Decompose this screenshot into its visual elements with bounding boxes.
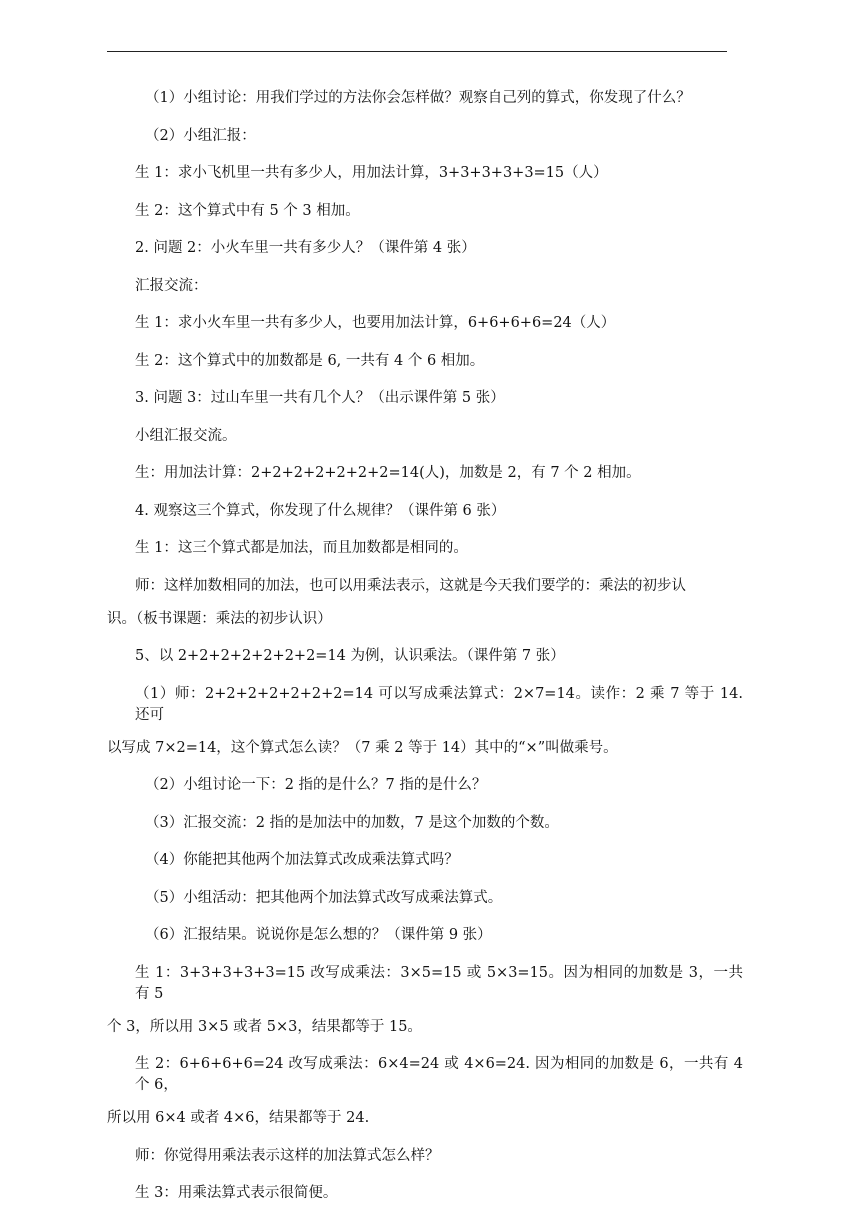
paragraph-line: 生 1：3+3+3+3+3=15 改写成乘法：3×5=15 或 5×3=15。因为相同的加数是 3，一共有 5 bbox=[135, 964, 743, 1002]
text-line: （2）小组讨论一下：2 指的是什么？7 指的是什么？ bbox=[145, 777, 487, 793]
text-line: 生 2：这个算式中的加数都是 6, 一共有 4 个 6 相加。 bbox=[135, 352, 485, 369]
text-line: 生：用加法计算：2+2+2+2+2+2+2=14(人)，加数是 2，有 7 个 2 相加。 bbox=[135, 465, 641, 481]
paragraph-line: 师：这样加数相同的加法，也可以用乘法表示，这就是今天我们要学的：乘法的初步认 bbox=[135, 577, 686, 594]
text-line: 2. 问题 2：小火车里一共有多少人？（课件第 4 张） bbox=[135, 240, 476, 256]
text-line: 小组汇报交流。 bbox=[135, 427, 237, 444]
text-line: 生 1：这三个算式都是加法，而且加数都是相同的。 bbox=[135, 540, 468, 556]
text-line: 5、以 2+2+2+2+2+2+2=14 为例，认识乘法。（课件第 7 张） bbox=[135, 648, 565, 664]
paragraph-student-2 bbox=[107, 1054, 743, 1129]
text-line: （3）汇报交流：2 指的是加法中的加数，7 是这个加数的个数。 bbox=[145, 814, 559, 831]
text-line: 生 3：用乘法算式表示很简便。 bbox=[135, 1185, 338, 1201]
text-line: 汇报交流： bbox=[135, 277, 208, 294]
paragraph-multiplication bbox=[107, 684, 743, 759]
text-line: （6）汇报结果。说说你是怎么想的？（课件第 9 张） bbox=[145, 927, 492, 943]
document-body bbox=[107, 88, 743, 1221]
text-line: 生 1：求小火车里一共有多少人，也要用加法计算，6+6+6+6=24（人） bbox=[135, 315, 616, 331]
text-line: （5）小组活动：把其他两个加法算式改写成乘法算式。 bbox=[145, 889, 503, 906]
paragraph-student-1 bbox=[107, 963, 743, 1038]
paragraph-line: 以写成 7×2=14，这个算式怎么读？（7 乘 2 等于 14）其中的“×”叫做乘号。 bbox=[107, 739, 618, 756]
paragraph-line: 生 2：6+6+6+6=24 改写成乘法：6×4=24 或 4×6=24. 因为相同的加数是 6，一共有 4 个 6， bbox=[135, 1056, 743, 1093]
text-line: 生 2：这个算式中有 5 个 3 相加。 bbox=[135, 202, 360, 219]
text-line: （2）小组汇报： bbox=[145, 127, 256, 144]
paragraph-line: 个 3，所以用 3×5 或者 5×3，结果都等于 15。 bbox=[107, 1018, 422, 1035]
text-line: （1）小组讨论：用我们学过的方法你会怎样做？观察自己列的算式，你发现了什么？ bbox=[145, 90, 691, 106]
text-line: 师：你觉得用乘法表示这样的加法算式怎么样？ bbox=[135, 1147, 440, 1164]
paragraph-line: 识。（板书课题：乘法的初步认识） bbox=[107, 610, 332, 627]
text-line: 3. 问题 3：过山车里一共有几个人？（出示课件第 5 张） bbox=[135, 390, 505, 406]
header-rule bbox=[107, 51, 727, 52]
text-line: 4. 观察这三个算式，你发现了什么规律？（课件第 6 张） bbox=[135, 502, 506, 519]
paragraph-line: 所以用 6×4 或者 4×6，结果都等于 24. bbox=[107, 1110, 370, 1126]
paragraph-teacher bbox=[107, 576, 743, 630]
text-line: 生 1：求小飞机里一共有多少人，用加法计算，3+3+3+3+3=15（人） bbox=[135, 165, 608, 181]
paragraph-line: （1）师：2+2+2+2+2+2+2=14 可以写成乘法算式：2×7=14。读作：2 乘 7 等于 14. 还可 bbox=[135, 685, 743, 723]
text-line: （4）你能把其他两个加法算式改成乘法算式吗？ bbox=[145, 852, 459, 868]
